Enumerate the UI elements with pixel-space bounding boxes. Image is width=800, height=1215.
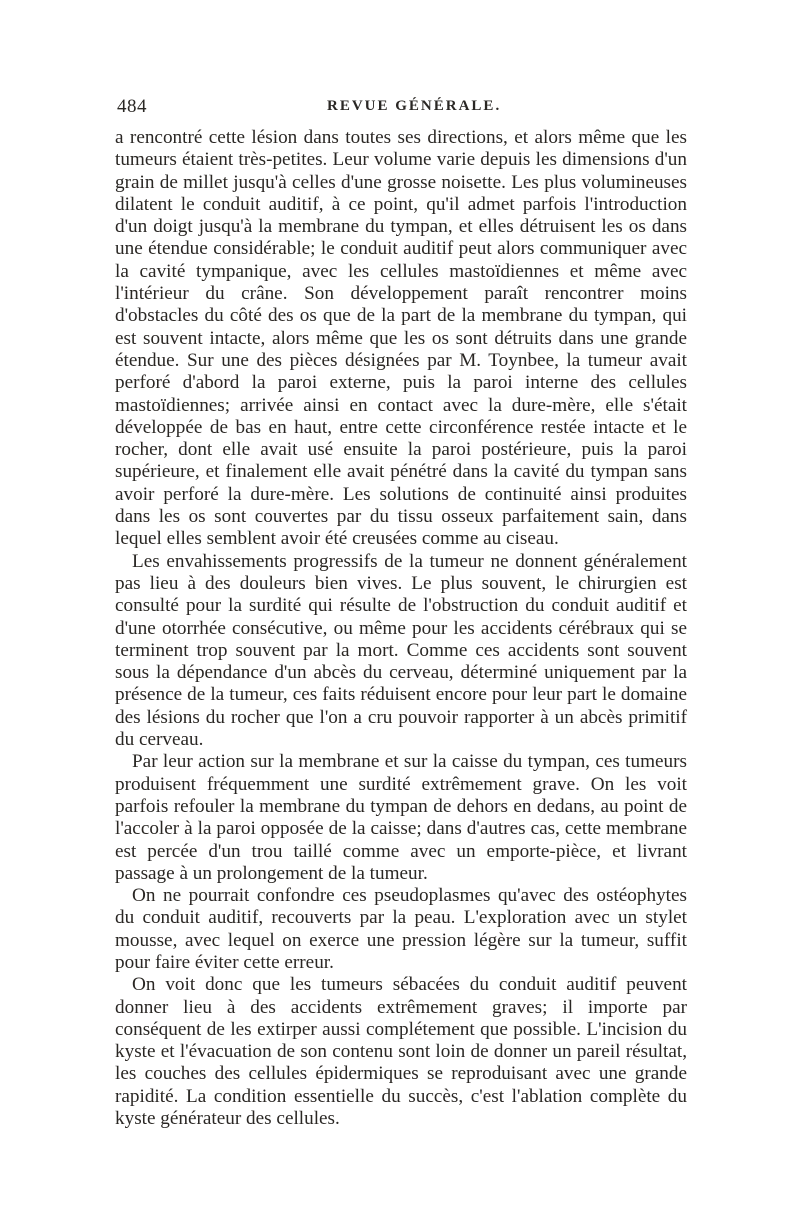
journal-title: REVUE GÉNÉRALE. xyxy=(327,98,502,114)
paragraph-membrane: Par leur action sur la membrane et sur la caisse du tympan, ces tumeurs produisent fréquemment une surdité extrêmement grave. On les voit parfois refouler la membrane du tympan de dehors en dedans, au point de l'accoler à la paroi opposée de la caisse; dans d'autres cas, cette membrane est percée d'un trou taillé comme avec un emporte-pièce, et livrant passage à un prolongement de la tumeur. xyxy=(115,751,687,884)
paragraph-continued: a rencontré cette lésion dans toutes ses directions, et alors même que les tumeurs étaient très-petites. Leur volume varie depuis les dimensions d'un grain de millet jusqu'à celles d'une grosse noisette. Les plus volumineuses dilatent le conduit auditif, à ce point, qu'il admet parfois l'introduction d'un doigt jusqu'à la membrane du tympan, et elles détruisent les os dans une étendue considérable; le conduit auditif peut alors communiquer avec la cavité tympanique, avec les cellules mastoïdiennes et même avec l'intérieur du crâne. Son développement paraît rencontrer moins d'obstacles du côté des os que de la part de la membrane du tympan, qui est souvent intacte, alors même que les os sont détruits dans une grande étendue. Sur une des pièces désignées par M. Toynbee, la tumeur avait perforé d'abord la paroi externe, puis la paroi interne des cellules mastoïdiennes; arrivée ainsi en contact avec la dure-mère, elle s'était développée de bas en haut, entre cette circonférence restée intacte et le rocher, dont elle avait usé ensuite la paroi postérieure, puis la paroi supérieure, et finalement elle avait pénétré dans la cavité du tympan sans avoir perforé la dure-mère. Les solutions de continuité ainsi produites dans les os sont couvertes par du tissu osseux parfaitement sain, dans lequel elles semblent avoir été creusées comme au ciseau. xyxy=(115,127,687,550)
paragraph-treatment: On voit donc que les tumeurs sébacées du conduit auditif peuvent donner lieu à des accidents extrêmement graves; il importe par conséquent de les extirper aussi complétement que possible. L'incision du kyste et l'évacuation de son contenu sont loin de donner un pareil résultat, les couches des cellules épidermiques se reproduisant avec une grande rapidité. La condition essentielle du succès, c'est l'ablation complète du kyste générateur des cellules. xyxy=(115,974,687,1130)
running-head xyxy=(117,96,688,122)
page-number: 484 xyxy=(117,96,147,117)
body-text xyxy=(115,127,687,1130)
paragraph-progression: Les envahissements progressifs de la tumeur ne donnent généralement pas lieu à des douleurs bien vives. Le plus souvent, le chirurgien est consulté pour la surdité qui résulte de l'obstruction du conduit auditif et d'une otorrhée consécutive, ou même pour les accidents cérébraux qui se terminent trop souvent par la mort. Comme ces accidents sont souvent sous la dépendance d'un abcès du cerveau, déterminé uniquement par la présence de la tumeur, ces faits réduisent encore pour leur part le domaine des lésions du rocher que l'on a cru pouvoir rapporter à un abcès primitif du cerveau. xyxy=(115,550,687,751)
paragraph-diagnosis: On ne pourrait confondre ces pseudoplasmes qu'avec des ostéophytes du conduit auditif, recouverts par la peau. L'exploration avec un stylet mousse, avec lequel on exerce une pression légère sur la tumeur, suffit pour faire éviter cette erreur. xyxy=(115,885,687,973)
